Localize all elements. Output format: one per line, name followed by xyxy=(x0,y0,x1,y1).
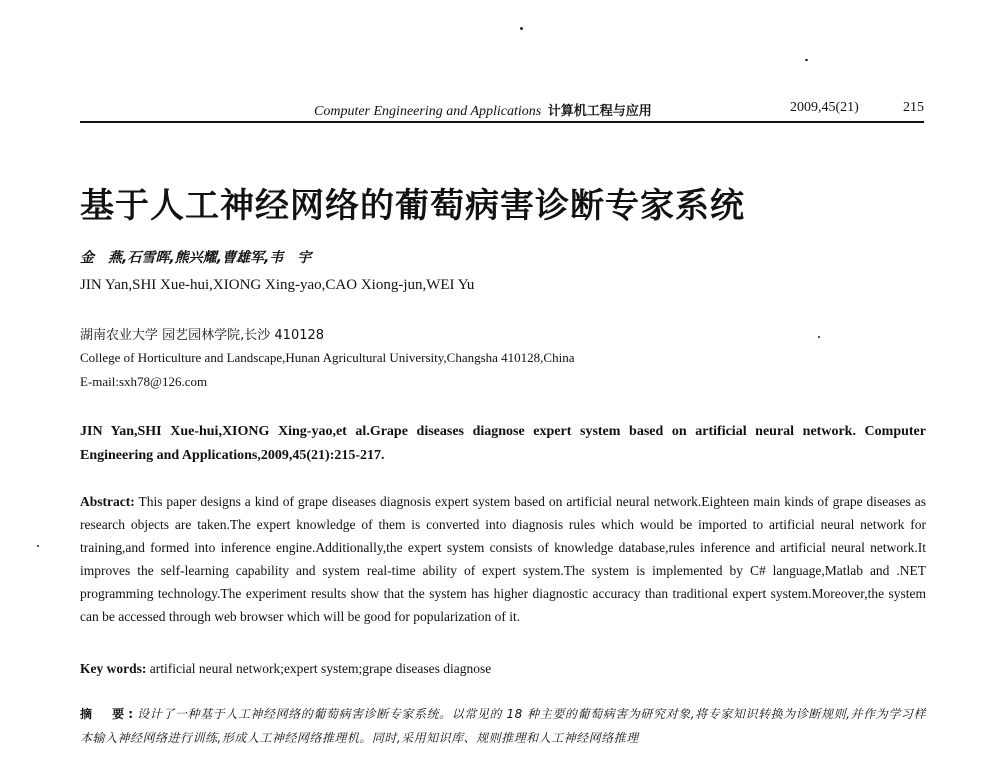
abstract-text: This paper designs a kind of grape diseases diagnosis expert system based on artificial neural network.Eighteen main kinds of grape diseases as research objects are taken.The expert knowledge of them is converted into diagnosis rules which would be imported to artificial neural network for training,and formed into inference engine.Additionally,the expert system consists of knowledge database,rules inference and artificial neural network.It improves the self-learning capability and system real-time ability of expert system.The system is implemented by C# language,Matlab and .NET programming technology.The experiment results show that the system has higher diagnostic accuracy than traditional expert system.Moreover,the system can be accessed through web browser which will be good for popularization of it. xyxy=(80,494,926,624)
authors-cn: 金 燕,石雪晖,熊兴耀,曹雄军,韦 宇 xyxy=(80,250,312,266)
affiliation-cn: 湖南农业大学 园艺园林学院,长沙 410128 xyxy=(80,328,325,343)
abstract-cn-text: 设计了一种基于人工神经网络的葡萄病害诊断专家系统。以常见的 18 种主要的葡萄病害为研究对象,将专家知识转换为诊断规则,并作为学习样本输入神经网络进行训练,形成人工神经网络推理机。同时,采用知识库、规则推理和人工神经网络推理 xyxy=(80,707,926,745)
abstract-cn xyxy=(80,702,926,750)
running-header xyxy=(80,98,924,122)
journal-name-en: Computer Engineering and Applications xyxy=(314,104,542,119)
issue-number: 2009,45(21) xyxy=(790,100,859,115)
journal-name xyxy=(314,100,652,120)
abstract-label: Abstract: xyxy=(80,494,135,509)
authors-en: JIN Yan,SHI Xue-hui,XIONG Xing-yao,CAO Xiong-jun,WEI Yu xyxy=(80,277,475,293)
scan-speck xyxy=(818,336,820,338)
keywords-label: Key words: xyxy=(80,661,147,676)
page-number: 215 xyxy=(903,100,924,115)
keywords xyxy=(80,657,926,680)
paper-title: 基于人工神经网络的葡萄病害诊断专家系统 xyxy=(80,186,745,226)
scan-speck xyxy=(37,545,39,547)
abstract-cn-label: 摘 要: xyxy=(80,707,138,721)
scan-speck xyxy=(805,59,808,61)
journal-name-cn: 计算机工程与应用 xyxy=(547,104,652,119)
author-email: E-mail:sxh78@126.com xyxy=(80,374,208,389)
abstract xyxy=(80,490,926,628)
citation: JIN Yan,SHI Xue-hui,XIONG Xing-yao,et al.Grape diseases diagnose expert system based on artificial neural network. Computer Engineering and Applications,2009,45(21):215-217. xyxy=(80,424,926,463)
affiliation-en: College of Horticulture and Landscape,Hunan Agricultural University,Changsha 410128,China xyxy=(80,350,575,365)
scan-speck xyxy=(520,27,523,30)
header-rule xyxy=(80,121,924,123)
keywords-text: artificial neural network;expert system;grape diseases diagnose xyxy=(149,661,492,676)
